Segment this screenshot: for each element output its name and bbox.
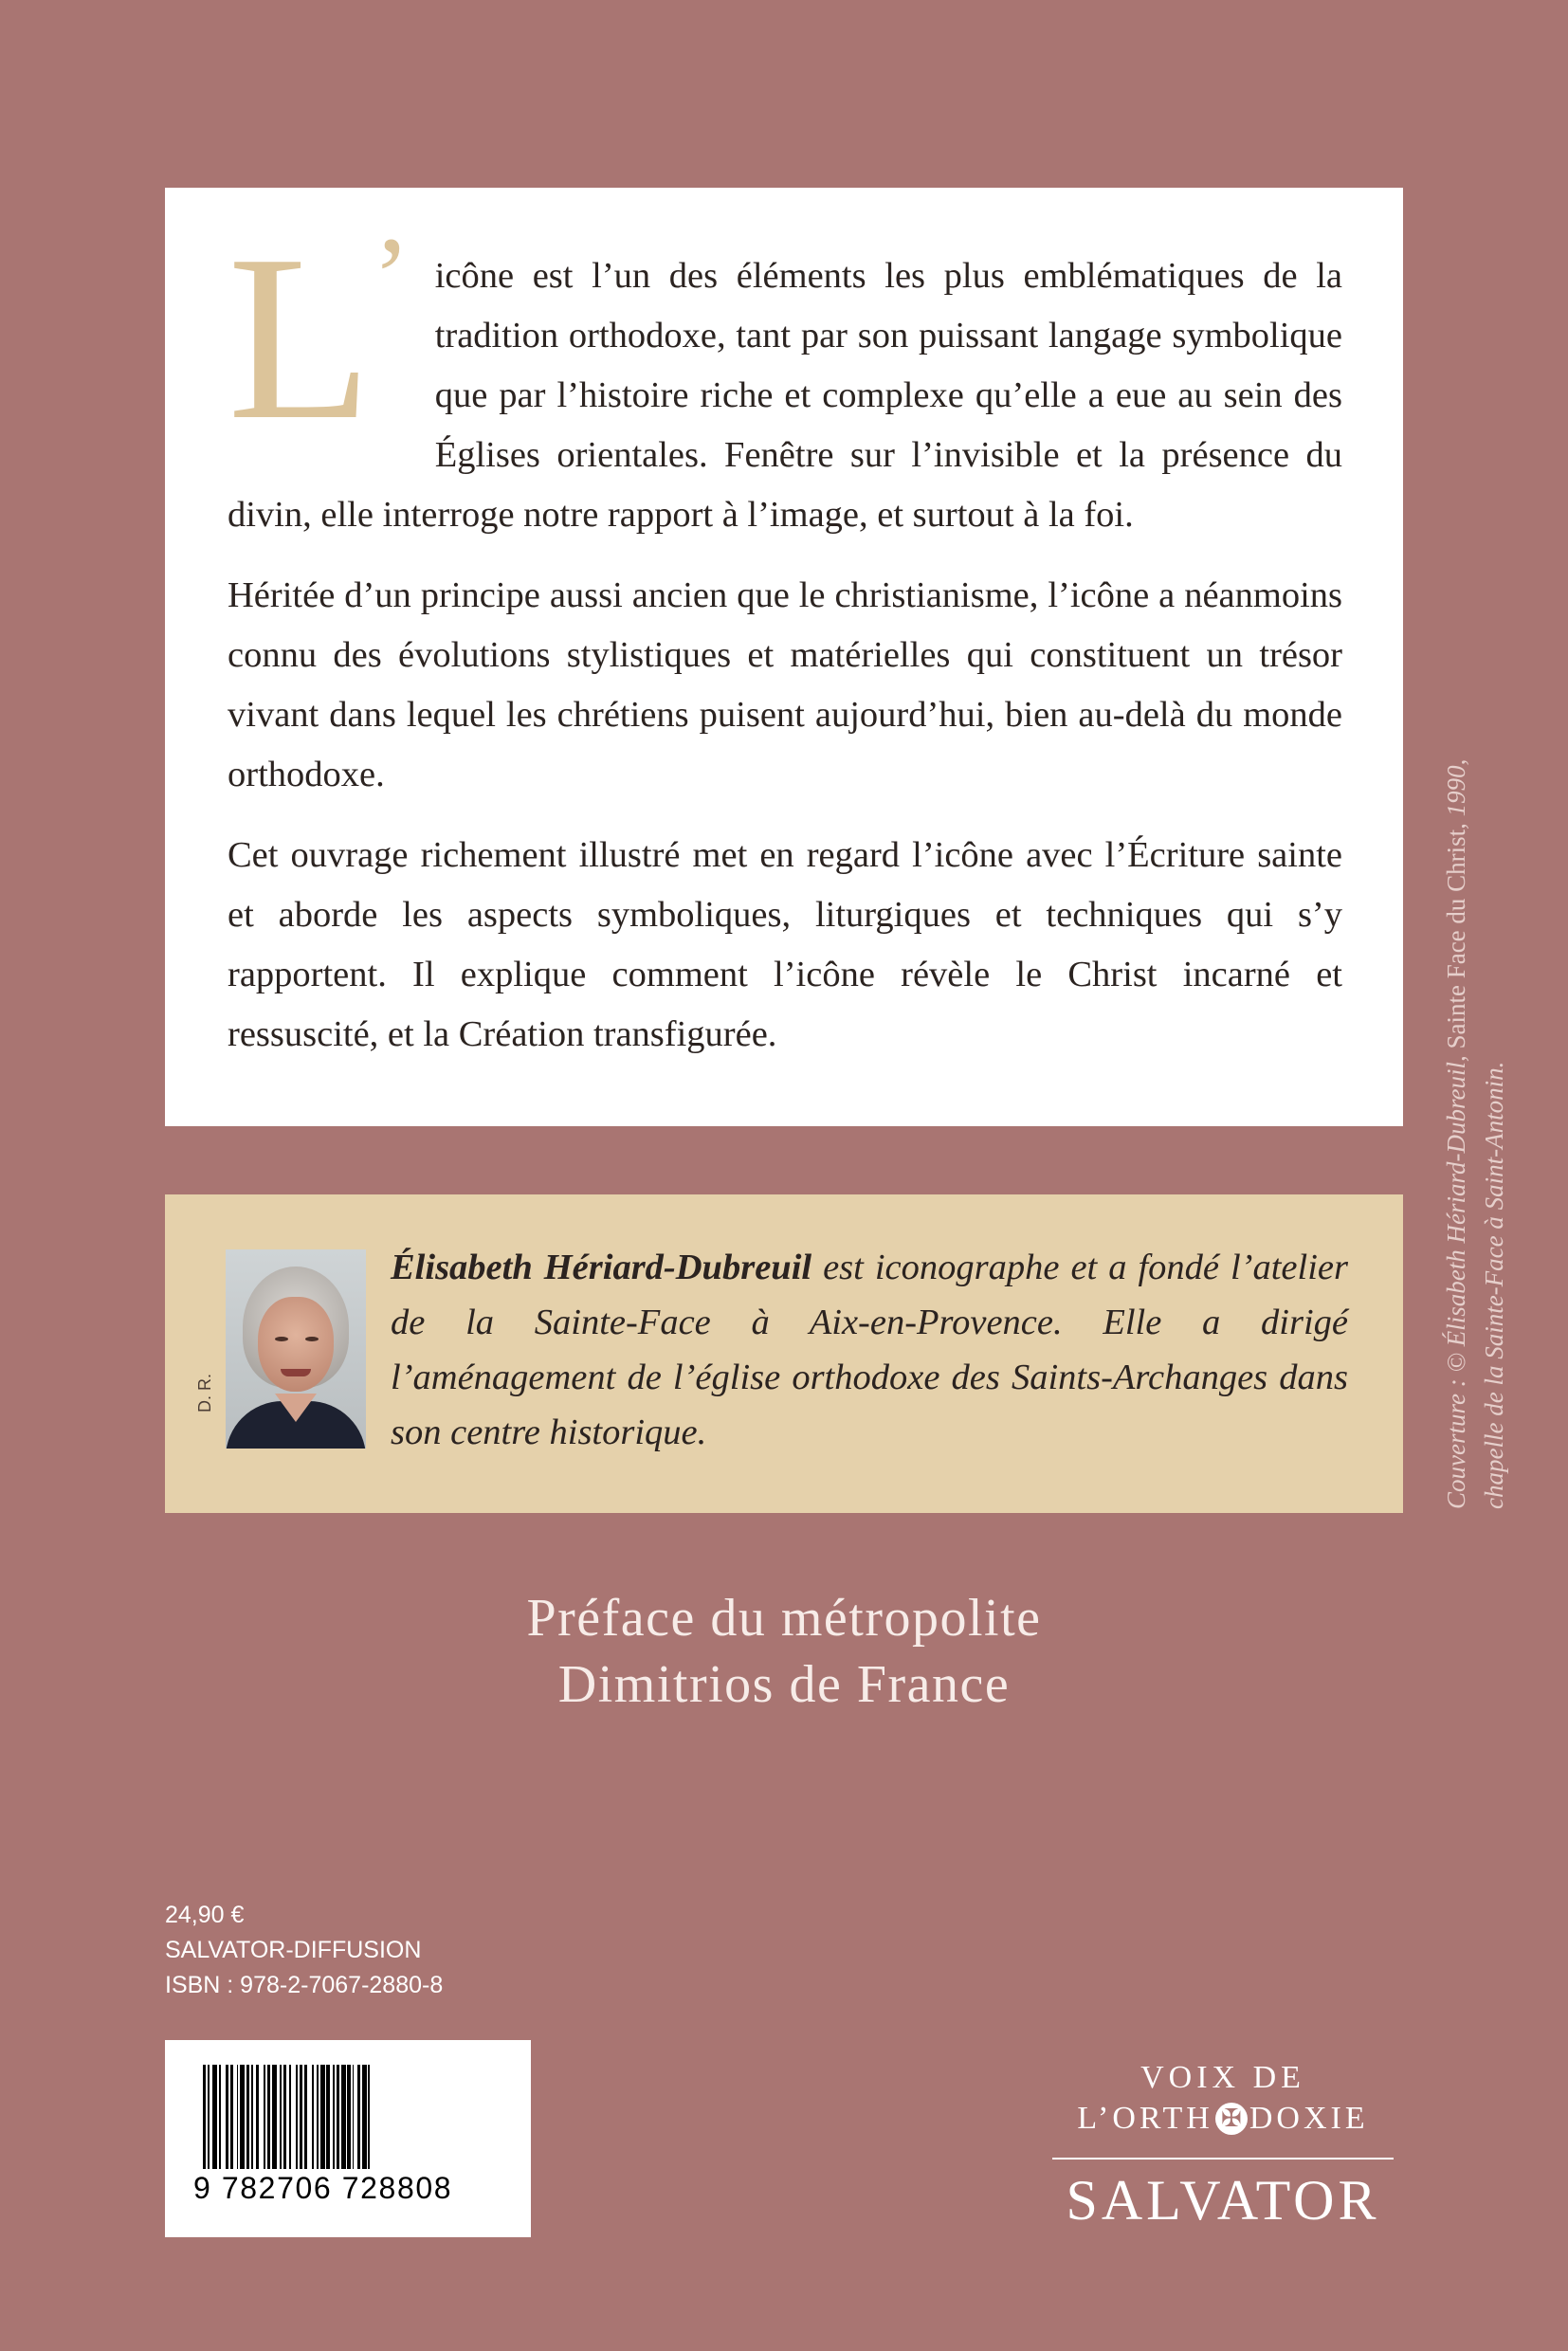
- photo-credit: D. R.: [195, 1373, 214, 1412]
- cross-icon: ✠: [1215, 2103, 1248, 2135]
- author-name: Élisabeth Hériard-Dubreuil: [391, 1248, 812, 1287]
- preface-credit: [165, 1585, 1403, 1718]
- barcode-number: 9 782706 728808: [193, 2171, 453, 2205]
- summary-paragraph-2: Héritée d’un principe aussi ancien que le christianisme, l’icône a néanmoins connu des évolutions stylistiques et matérielles qui constituent un trésor vivant dans lequel les chrétiens puisent aujourd’hui, bien au-delà du monde orthodoxe.: [228, 575, 1342, 794]
- price: 24,90 €: [165, 1902, 245, 1928]
- author-portrait: [226, 1249, 366, 1449]
- distributor: SALVATOR-DIFFUSION: [165, 1937, 422, 1963]
- drop-cap-apostrophe: ’: [372, 213, 410, 339]
- collection-line-2: L’ORTH ✠ DOXIE: [1077, 2101, 1369, 2136]
- summary-paragraph-3: Cet ouvrage richement illustré met en regard l’icône avec l’Écriture sainte et aborde les aspects symboliques, liturgiques et techniques qui s’y rapportent. Il explique comment l’icône révèle le Christ incarné et ressuscité, et la Création transfigurée.: [228, 835, 1342, 1054]
- drop-cap: L’: [228, 207, 410, 469]
- summary-panel: [165, 188, 1403, 1126]
- collection-line-1: VOIX DE: [1140, 2060, 1305, 2095]
- author-bio: [391, 1240, 1348, 1460]
- cover-credit: Couverture : © Élisabeth Hériard-Dubreuil, Sainte Face du Christ, 1990, chapelle de la Sainte-Face à Saint-Antonin.: [1442, 758, 1508, 1509]
- barcode: [165, 2040, 531, 2237]
- preface-line-2: Dimitrios de France: [557, 1655, 1011, 1714]
- summary-paragraph-1: [228, 207, 1342, 545]
- summary-paragraph-1-text: icône est l’un des éléments les plus emblématiques de la tradition orthodoxe, tant par son puissant langage symbolique que par l’histoire riche et complexe qu’elle a eue au sein des Églises orientales. Fenêtre sur l’invisible et la présence du divin, elle interroge notre rapport à l’image, et surtout à la foi.: [228, 256, 1342, 535]
- collection-divider: [1052, 2158, 1394, 2160]
- author-bio-text: est iconographe et a fondé l’atelier de la Sainte-Face à Aix-en-Provence. Elle a dirigé l’aménagement de l’église orthodoxe des Saints-Archanges dans son centre historique.: [391, 1248, 1348, 1452]
- preface-line-1: Préface du métropolite: [526, 1589, 1042, 1648]
- publisher-name: SALVATOR: [1066, 2169, 1380, 2232]
- barcode-bars: [203, 2065, 512, 2169]
- collection-logo: [1043, 2059, 1403, 2230]
- isbn: ISBN : 978-2-7067-2880-8: [165, 1972, 444, 1998]
- price-info: [165, 1898, 443, 2003]
